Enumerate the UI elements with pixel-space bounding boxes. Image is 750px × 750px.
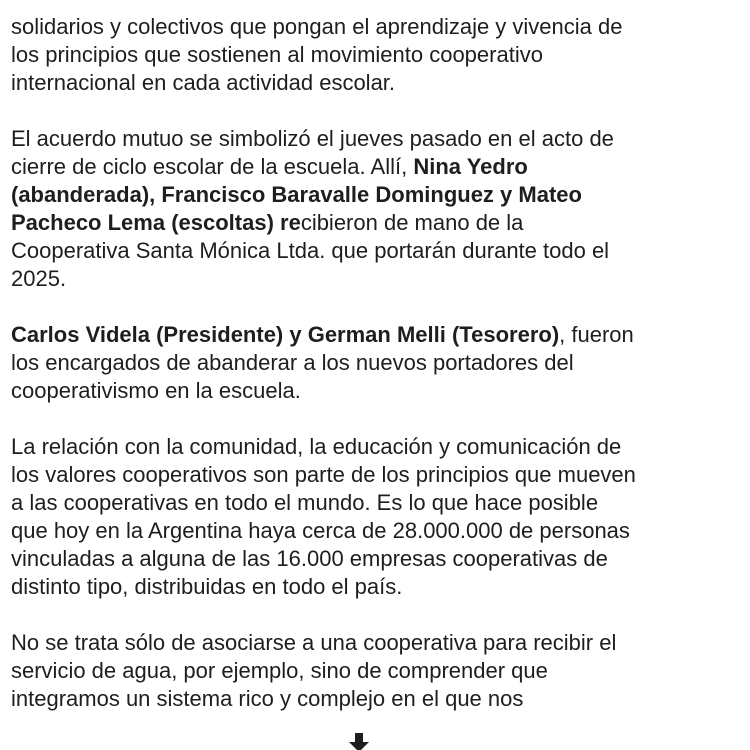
text-line: distinto tipo, distribuidas en todo el país. — [11, 574, 403, 599]
scroll-down-button[interactable] — [348, 731, 370, 750]
text-line: integramos un sistema rico y complejo en el que nos — [11, 686, 524, 711]
text-line: 2025. — [11, 266, 67, 291]
bold-names: (abanderada), Francisco Baravalle Dominguez y Mateo — [11, 182, 582, 207]
text-line: a las cooperativas en todo el mundo. Es lo que hace posible — [11, 490, 599, 515]
text-line: vinculadas a alguna de las 16.000 empresas cooperativas de — [11, 546, 608, 571]
text-line: los principios que sostienen al movimiento cooperativo — [11, 42, 543, 67]
text-line: servicio de agua, por ejemplo, sino de comprender que — [11, 658, 548, 683]
text-line: cooperativismo en la escuela. — [11, 378, 301, 403]
bold-name: Nina Yedro — [413, 154, 528, 179]
text-segment: , fueron — [559, 322, 634, 347]
text-line: los encargados de abanderar a los nuevos portadores del — [11, 350, 574, 375]
text-line: internacional en cada actividad escolar. — [11, 70, 396, 95]
text-line: los valores cooperativos son parte de los principios que mueven — [11, 462, 636, 487]
text-line: solidarios y colectivos que pongan el aprendizaje y vivencia de — [11, 14, 623, 39]
text-line: Cooperativa Santa Mónica Ltda. que portarán durante todo el — [11, 238, 610, 263]
text-line: El acuerdo mutuo se simbolizó el jueves pasado en el acto de — [11, 126, 614, 151]
arrow-down-icon — [348, 733, 370, 750]
text-line: No se trata sólo de asociarse a una cooperativa para recibir el — [11, 630, 617, 655]
text-segment: cibieron de mano de la — [300, 210, 524, 235]
paragraph-4 — [11, 433, 738, 601]
text-line: La relación con la comunidad, la educación y comunicación de — [11, 434, 622, 459]
text-line — [11, 209, 738, 237]
text-line — [11, 153, 738, 181]
bold-names: Carlos Videla (Presidente) y German Melli (Tesorero) — [11, 322, 560, 347]
paragraph-1 — [11, 13, 738, 97]
bold-names: Pacheco Lema (escoltas) re — [11, 210, 301, 235]
paragraph-2 — [11, 125, 738, 293]
text-line — [11, 321, 738, 349]
paragraph-5 — [11, 629, 738, 713]
paragraph-3 — [11, 321, 738, 405]
text-line — [11, 181, 738, 209]
text-line: que hoy en la Argentina haya cerca de 28.000.000 de personas — [11, 518, 630, 543]
text-segment: cierre de ciclo escolar de la escuela. Allí, — [11, 154, 414, 179]
